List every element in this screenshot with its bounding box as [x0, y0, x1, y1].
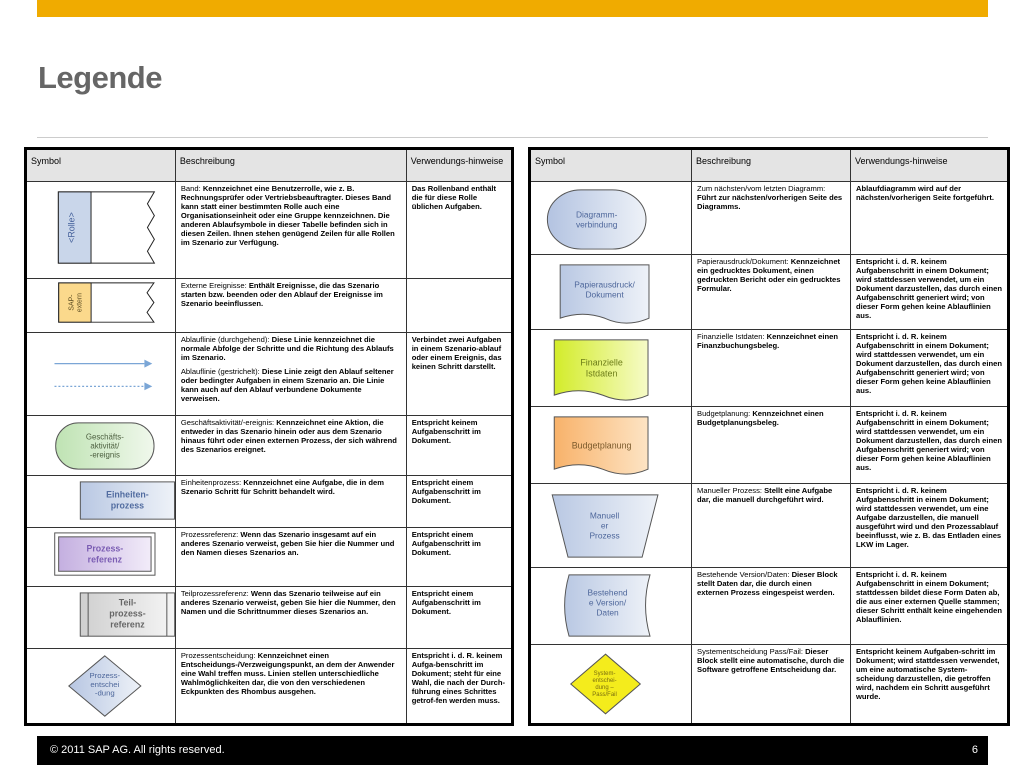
page-title: Legende	[38, 60, 162, 95]
symbol-cell	[530, 407, 692, 484]
column-header-symbol: Symbol	[26, 149, 176, 182]
svg-text:Papierausdruck/: Papierausdruck/	[574, 279, 635, 290]
svg-text:referenz: referenz	[87, 554, 123, 565]
business-activity-symbol	[27, 416, 175, 475]
process-decision-symbol	[27, 649, 175, 723]
table-row	[26, 333, 513, 416]
symbol-cell	[26, 587, 176, 649]
table-row	[530, 330, 1009, 407]
column-header-description: Beschreibung	[692, 149, 851, 182]
svg-text:Daten: Daten	[596, 607, 619, 618]
role-band-symbol	[27, 182, 175, 278]
notes-cell: Entspricht i. d. R. keinem Aufgabenschritt in einem Dokument; wird stattdessen verwendet, um ein Dokument darzustellen, das durch einen Aufgabenschritt generiert wird; von dieser Form gehen keine Ablauflinien aus.	[850, 255, 1008, 330]
notes-cell: Ablaufdiagramm wird auf der nächsten/vorherigen Seite fortgeführt.	[850, 182, 1008, 255]
svg-text:entschei-: entschei-	[592, 678, 617, 685]
description-cell: Geschäftsaktivität/-ereignis: Kennzeichnet eine Aktion, die entweder in das Szenario hinein oder aus dem Szenario hinaus führt oder einen externen Prozess, der sich während des Szenarios ereignet.	[175, 416, 406, 476]
manual-process-symbol	[531, 484, 691, 567]
svg-text:aktivität/: aktivität/	[90, 441, 120, 451]
description-cell: Bestehende Version/Daten: Dieser Block stellt Daten dar, die durch einen externen Prozess eingespeist werden.	[692, 568, 851, 645]
svg-text:Pass/Fail: Pass/Fail	[592, 691, 617, 698]
budget-planning-symbol	[531, 407, 691, 483]
svg-text:prozess: prozess	[110, 500, 145, 511]
subprocess-reference-symbol	[27, 587, 175, 648]
table-row	[26, 476, 513, 528]
description-cell: Finanzielle Istdaten: Kennzeichnet einen Finanzbuchungsbeleg.	[692, 330, 851, 407]
notes-cell: Entspricht einem Aufgabenschritt im Dokument.	[406, 476, 512, 528]
symbol-cell	[530, 255, 692, 330]
title-divider	[37, 137, 988, 138]
arrow-head-icon	[144, 360, 152, 368]
svg-text:Finanzielle: Finanzielle	[580, 357, 623, 368]
column-header-description: Beschreibung	[175, 149, 406, 182]
svg-text:prozess-: prozess-	[109, 608, 146, 619]
table-row	[530, 568, 1009, 645]
svg-text:Prozess: Prozess	[589, 530, 620, 541]
svg-text:-ereignis: -ereignis	[89, 450, 120, 460]
page-number: 6	[971, 744, 978, 756]
svg-text:Prozess-: Prozess-	[89, 671, 121, 681]
paper-document-symbol	[531, 255, 691, 329]
description-cell: Zum nächsten/vom letzten Diagramm: Führt zur nächsten/vorherigen Seite des Diagramms.	[692, 182, 851, 255]
description-cell: Papierausdruck/Dokument: Kennzeichnet ein gedrucktes Dokument, einen gedruckten Bericht oder ein gedrucktes Formular.	[692, 255, 851, 330]
role-band-label: <Rolle>	[66, 212, 77, 243]
svg-text:Diagramm-: Diagramm-	[575, 209, 618, 220]
description-cell: Externe Ereignisse: Enthält Ereignisse, die das Szenario starten bzw. beenden oder den Ablauf der Ereignisse im Szenario beeinflussen.	[175, 279, 406, 333]
column-header-notes: Verwendungs-hinweise	[850, 149, 1008, 182]
symbol-cell	[26, 528, 176, 587]
description-cell: Einheitenprozess: Kennzeichnet eine Aufgabe, die in dem Szenario Schritt für Schritt behandelt wird.	[175, 476, 406, 528]
description-cell: Manueller Prozess: Stellt eine Aufgabe dar, die manuell durchgeführt wird.	[692, 484, 851, 568]
table-header-row	[530, 149, 1009, 182]
symbol-cell	[26, 182, 176, 279]
top-accent-bar	[37, 0, 988, 17]
notes-cell: Entspricht einem Aufgabenschritt im Dokument.	[406, 587, 512, 649]
svg-text:referenz: referenz	[110, 619, 145, 630]
svg-text:Teil-: Teil-	[118, 597, 137, 608]
legend-table-left	[24, 147, 514, 726]
column-header-symbol: Symbol	[530, 149, 692, 182]
table-row	[26, 649, 513, 725]
table-row	[530, 182, 1009, 255]
financial-actuals-symbol	[531, 330, 691, 406]
svg-text:Istdaten: Istdaten	[585, 368, 618, 379]
svg-text:Bestehend: Bestehend	[587, 587, 628, 598]
symbol-cell	[530, 645, 692, 725]
external-events-symbol	[27, 279, 175, 332]
svg-text:System-: System-	[593, 671, 616, 678]
svg-text:e Version/: e Version/	[588, 597, 627, 608]
flow-lines-symbol	[27, 333, 175, 415]
notes-cell: Entspricht i. d. R. keinem Aufgabenschritt in einem Dokument; wird stattdessen verwendet, um ein Dokument darzustellen, das durch einen Aufgabenschritt generiert wird; von dieser Form gehen keine Ablauflinien aus.	[850, 407, 1008, 484]
notes-cell: Entspricht einem Aufgabenschritt im Dokument.	[406, 528, 512, 587]
table-row	[26, 416, 513, 476]
description-cell: Prozessreferenz: Wenn das Szenario insgesamt auf ein anderes Szenario verweist, geben Sie hier die Nummer und den Namen dieses Szenarios an.	[175, 528, 406, 587]
description-cell: Budgetplanung: Kennzeichnet einen Budgetplanungsbeleg.	[692, 407, 851, 484]
description-cell: Systementscheidung Pass/Fail: Dieser Block stellt eine automatische, durch die Software getroffene Entscheidung dar.	[692, 645, 851, 725]
notes-cell: Entspricht i. d. R. keinem Aufgabenschritt in einem Dokument; wird stattdessen verwendet, um eine Aufgabe darzustellen, die manuell ausgeführt wird und den Prozessablauf beeinflusst, wie z. B. das Entladen eines LKW im Lager.	[850, 484, 1008, 568]
arrow-head-icon	[144, 382, 152, 390]
svg-text:-dung: -dung	[94, 688, 115, 698]
svg-text:entschei: entschei	[90, 679, 120, 689]
symbol-cell	[530, 568, 692, 645]
symbol-cell	[26, 279, 176, 333]
table-row	[26, 279, 513, 333]
symbol-cell	[530, 182, 692, 255]
notes-cell: Entspricht i. d. R. keinem Aufgabenschritt in einem Dokument; wird stattdessen verwendet, um ein Dokument darzustellen, das durch einen Aufgabenschritt generiert wird; von dieser Form gehen keine Ablauflinien aus.	[850, 330, 1008, 407]
svg-text:SAP-: SAP-	[68, 294, 76, 311]
legend-table-right	[528, 147, 1010, 726]
table-header-row	[26, 149, 513, 182]
description-cell: Teilprozessreferenz: Wenn das Szenario teilweise auf ein anderes Szenario verweist, geben Sie hier die Nummer, den Namen und die Schrittnummer dieses Szenarios an.	[175, 587, 406, 649]
notes-cell: Verbindet zwei Aufgaben in einem Szenario-ablauf oder einem Ereignis, das keinen Schritt darstellt.	[406, 333, 512, 416]
svg-text:er: er	[600, 520, 609, 531]
symbol-cell	[530, 484, 692, 568]
table-row	[530, 484, 1009, 568]
notes-cell	[406, 279, 512, 333]
svg-text:Budgetplanung: Budgetplanung	[571, 440, 632, 451]
unit-process-symbol	[27, 476, 175, 527]
symbol-cell	[26, 476, 176, 528]
system-decision-symbol	[531, 645, 691, 723]
svg-text:Geschäfts-: Geschäfts-	[85, 432, 124, 442]
svg-text:Manuell: Manuell	[589, 510, 620, 521]
table-row	[530, 645, 1009, 725]
notes-cell: Entspricht keinem Aufgabenschritt im Dokument.	[406, 416, 512, 476]
svg-text:extern: extern	[76, 293, 84, 313]
notes-cell: Entspricht i. d. R. keinem Aufga-benschritt im Dokument; steht für eine Wahl, die nach der Durch-führung eines Schrittes getrof-fen werden muss.	[406, 649, 512, 725]
notes-cell: Das Rollenband enthält die für diese Rolle üblichen Aufgaben.	[406, 182, 512, 279]
symbol-cell	[530, 330, 692, 407]
symbol-cell	[26, 649, 176, 725]
table-row	[530, 255, 1009, 330]
description-cell: Band: Kennzeichnet eine Benutzerrolle, wie z. B. Rechnungsprüfer oder Vertriebsbeauftragter. Dieses Band kann statt einer bestimmten Rolle auch eine Organisationseinheit oder eine Gruppe kennzeichnen. Die anderen Ablaufsymbole in dieser Tabelle befinden sich in diesen Zeilen. Ihnen stehen genügend Zeilen für alle Rollen im Szenario zur Verfügung.	[175, 182, 406, 279]
svg-text:Einheiten-: Einheiten-	[106, 489, 149, 500]
existing-version-symbol	[531, 568, 691, 644]
svg-text:verbindung: verbindung	[575, 219, 618, 230]
description-cell: Ablauflinie (durchgehend): Diese Linie kennzeichnet die normale Abfolge der Schritte und die Richtung des Ablaufs im Szenario. Ablauflinie (gestrichelt): Diese Linie zeigt den Ablauf seltener oder bedingter Aufgaben in einem Szenario an. Die Linie kann auch auf den Ablauf verbundene Dokumente verweisen.	[175, 333, 406, 416]
table-row	[26, 182, 513, 279]
diagram-connection-symbol	[531, 182, 691, 254]
table-row	[26, 587, 513, 649]
table-row	[530, 407, 1009, 484]
svg-text:Prozess-: Prozess-	[86, 543, 124, 554]
column-header-notes: Verwendungs-hinweise	[406, 149, 512, 182]
copyright-text: © 2011 SAP AG. All rights reserved.	[50, 744, 225, 756]
symbol-cell	[26, 416, 176, 476]
process-reference-symbol	[27, 528, 175, 586]
svg-text:Dokument: Dokument	[585, 289, 624, 300]
symbol-cell	[26, 333, 176, 416]
notes-cell: Entspricht keinem Aufgaben-schritt im Dokument; wird stattdessen verwendet, um eine automatische System-scheidung darzustellen, die getroffen wird, nachdem ein Schritt ausgeführt wurde.	[850, 645, 1008, 725]
notes-cell: Entspricht i. d. R. keinem Aufgabenschritt in einem Dokument; stattdessen bildet diese Form Daten ab, die aus einer externen Quelle stammen; dieser Schritt enthält keine eingehenden Ablauflinien.	[850, 568, 1008, 645]
svg-text:dung –: dung –	[595, 684, 614, 691]
footer-bar	[37, 736, 988, 765]
description-cell: Prozessentscheidung: Kennzeichnet einen Entscheidungs-/Verzweigungspunkt, an dem der Anwender eine Wahl treffen muss. Linien stellen unterschiedliche Wahlmöglichkeiten dar, die von den verschiedenen Eckpunkten des Rhombus ausgehen.	[175, 649, 406, 725]
table-row	[26, 528, 513, 587]
